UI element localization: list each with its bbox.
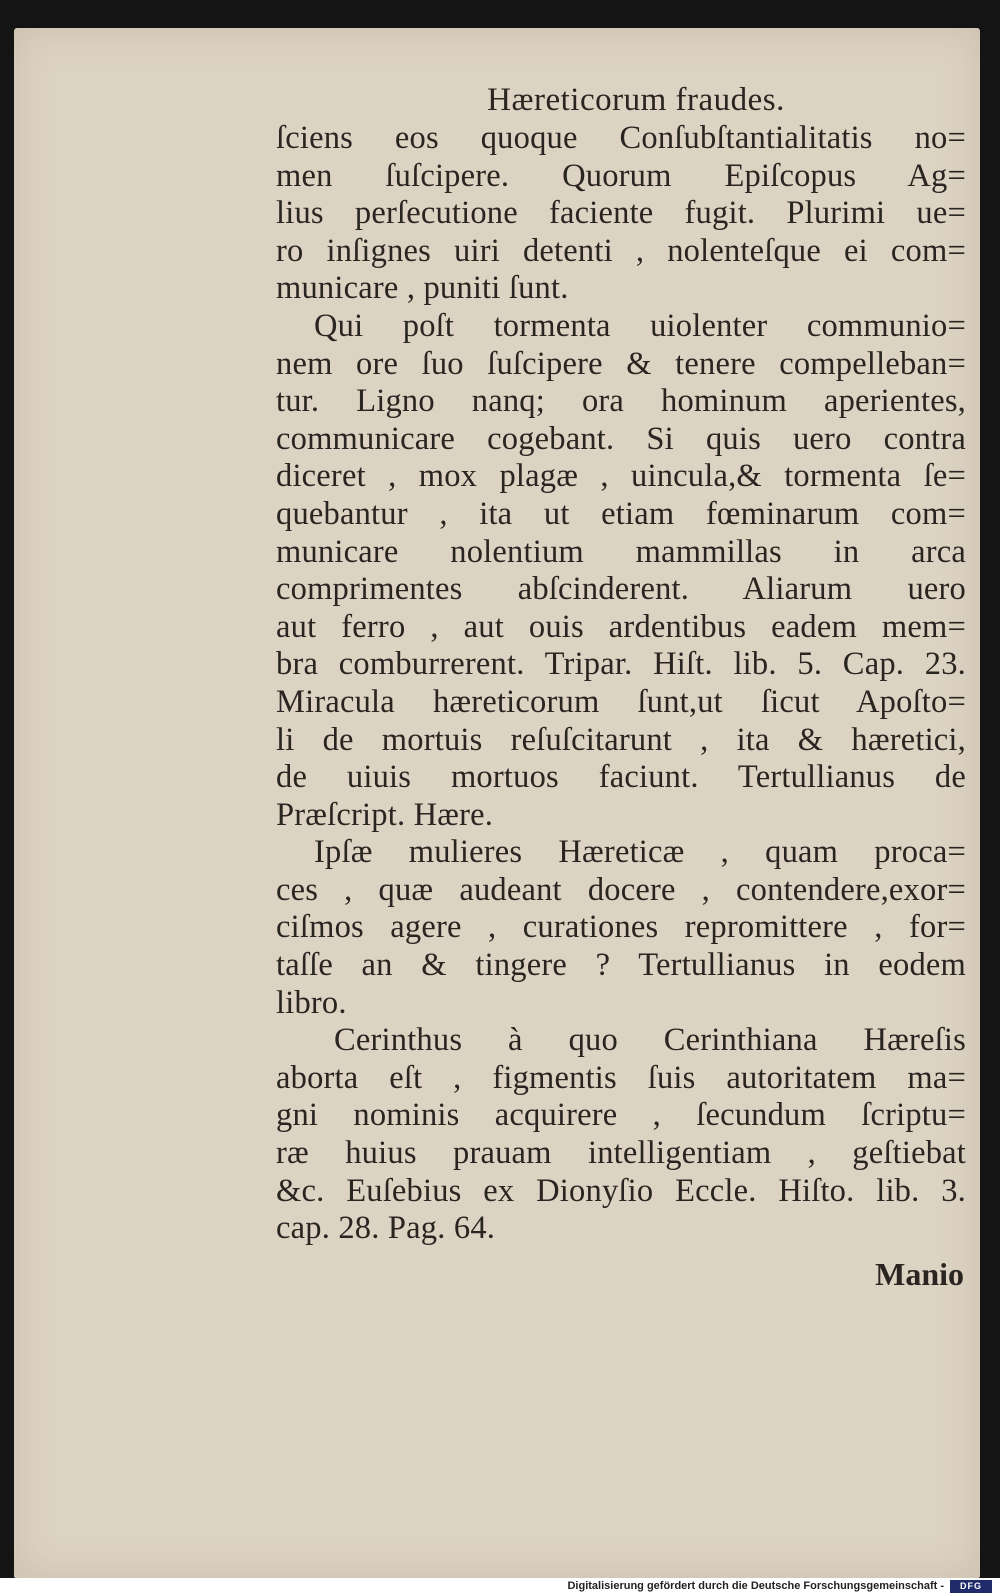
text-line: li de mortuis reſuſcitarunt , ita & hæretici, [276, 721, 966, 758]
text-line: cap. 28. Pag. 64. [276, 1210, 496, 1247]
footer-credit: Digitalisierung gefördert durch die Deutsche Forschungsgemeinschaft - [567, 1580, 944, 1592]
text-line: ſciens eos quoque Conſubſtantialitatis no= [276, 120, 966, 156]
paragraph-4 [276, 1022, 966, 1248]
dfg-logo: DFG [950, 1580, 992, 1593]
running-head: Hæreticorum fraudes. [487, 82, 785, 118]
text-line: Præſcript. Hære. [276, 796, 494, 833]
text-line: ræ huius prauam intelligentiam , geſtiebat [276, 1135, 966, 1172]
text-line: municare , puniti ſunt. [276, 270, 569, 307]
text-line: aborta eſt , figmentis ſuis autoritatem ma= [276, 1059, 966, 1096]
text-line: nem ore ſuo ſuſcipere & tenere compelleban= [276, 345, 966, 382]
text-line: municare nolentium mammillas in arca [276, 533, 966, 570]
text-line: aut ferro , aut ouis ardentibus eadem mem= [276, 608, 966, 645]
text-line: ciſmos agere , curationes repromittere , for= [276, 909, 966, 946]
digitization-footer [0, 1578, 1000, 1596]
book-page [14, 28, 980, 1578]
text-line: quebantur , ita ut etiam fœminarum com= [276, 495, 966, 532]
paragraph-2 [276, 308, 966, 834]
text-line: bra comburrerent. Tripar. Hiſt. lib. 5. Cap. 23. [276, 646, 966, 683]
text-line: gni nominis acquirere , ſecundum ſcriptu= [276, 1097, 966, 1134]
text-block [276, 80, 966, 1294]
text-line: de uiuis mortuos faciunt. Tertullianus de [276, 759, 966, 796]
text-line: ro inſignes uiri detenti , nolenteſque ei com= [276, 232, 966, 269]
text-line: tur. Ligno nanq; ora hominum aperientes, [276, 383, 966, 420]
text-line: communicare cogebant. Si quis uero contra [276, 420, 966, 457]
text-line: men ſuſcipere. Quorum Epiſcopus Ag= [276, 157, 966, 194]
text-line: lius perſecutione faciente fugit. Plurimi ue= [276, 195, 966, 232]
text-line: Ipſæ mulieres Hæreticæ , quam proca= [314, 834, 966, 871]
text-line: taſſe an & tingere ? Tertullianus in eodem [276, 947, 966, 984]
catchword: Manio [875, 1255, 964, 1292]
text-line: libro. [276, 984, 347, 1021]
paragraph-1 [276, 120, 966, 308]
text-line: diceret , mox plagæ , uincula,& tormenta ſe= [276, 458, 966, 495]
text-line: Cerinthus à quo Cerinthiana Hæreſis [334, 1022, 966, 1059]
text-line: comprimentes abſcinderent. Aliarum uero [276, 571, 966, 608]
text-line: Qui poſt tormenta uiolenter communio= [314, 307, 966, 344]
text-line: ces , quæ audeant docere , contendere,exor= [276, 871, 966, 908]
text-line: &c. Euſebius ex Dionyſio Eccle. Hiſto. lib. 3. [276, 1172, 966, 1209]
text-line: Miracula hæreticorum ſunt,ut ſicut Apoſto= [276, 683, 966, 720]
paragraph-3 [276, 834, 966, 1022]
